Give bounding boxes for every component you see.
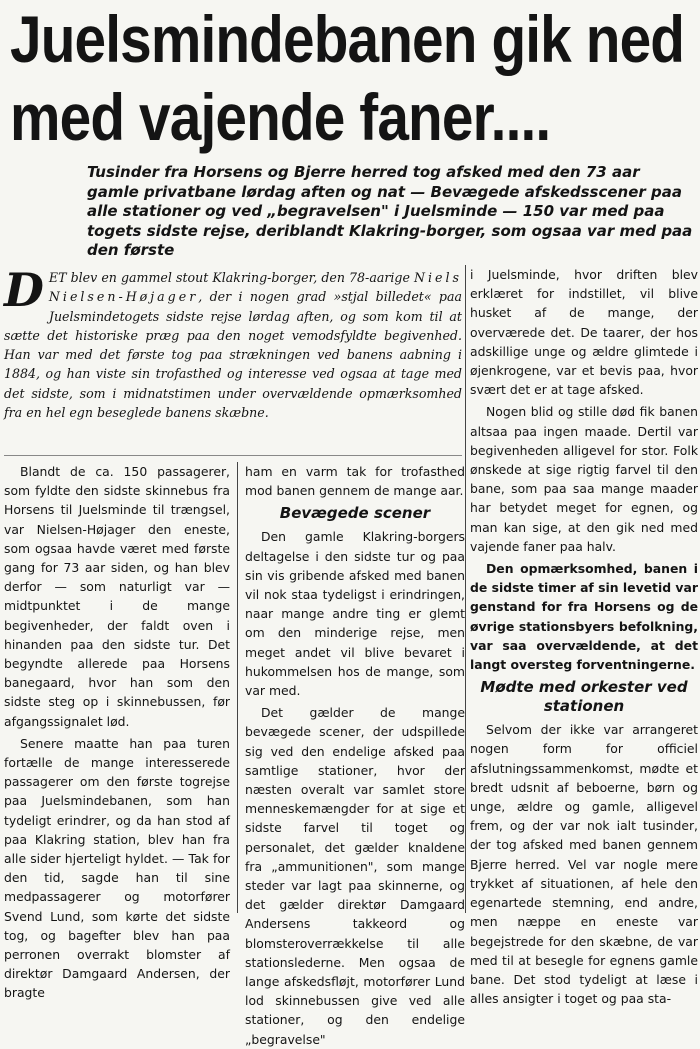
article-column-2 [245,462,465,1049]
intro-divider [4,455,462,456]
intro-text-1: ET blev en gammel stout Klakring-borger, den 78-aarige [48,270,414,285]
col1-paragraph-2: Senere maatte han paa turen fortælle de mange interesserede passagerer om den første togrejse paa Juelsmindebanen, som han tydeligt erindrer, og da han stod af paa Klakring station, blev han fra alle sider hjerteligt hyldet. — Tak for den tid, sagde han til sine medpassagerer og motorfører Svend Lund, som kørte det sidste tog, og bagefter blev han paa perronen overrakt blomster af direktør Damgaard Andersen, der bragte [4,735,230,1001]
article-column-3 [470,265,698,1008]
headline-line-1: Juelsmindebanen gik ned [10,2,685,76]
column-rule-1 [237,462,238,913]
col2-lead: ham en varm tak for trofasthed mod banen gennem de mange aar. [245,464,465,499]
col3-paragraph-1: i Juelsminde, hvor driften blev erklæret for indstillet, vil blive husket af de mange, der overværede det. De taarer, der hos adskillige unge og ældre glimtede i øjenkrogene, var et bevis paa, hvor svært det er at tage afsked. [470,267,698,398]
col3-paragraph-4: Selvom der ikke var arrangeret nogen form for officiel afslutningssammenkomst, mødte et bredt udsnit af beboerne, børn og unge, ældre og gamle, alligevel frem, og der var nok ialt tusinder, der tog afsked med banen gennem Bjerre herred. Vel var nogle mere trykket af situationen, af hele den egenartede stemning, end andre, men næppe en eneste var begejstrede for den skæbne, de var med til at besegle for egnens gamle bane. Det stod tydeligt at læse i alles ansigter i toget og paa sta- [470,722,698,1007]
article-column-1 [4,462,230,1003]
headline [10,0,685,156]
subheadline: Tusinder fra Horsens og Bjerre herred tog afsked med den 73 aar gamle privatbane lørdag aften og nat — Bevægede afskedsscener paa alle stationer og ved „begravelsen" i Juelsminde — 150 var med paa togets sidste rejse, deriblandt Klakring-borger, som ogsaa var med paa den første [87,163,693,259]
intro-paragraph [4,263,462,422]
col2-paragraph-2: Det gælder de mange bevægede scener, der udspillede sig ved den endelige afsked paa samtlige stationer, hvor der næsten overalt var samlet store menneskemængder for at sige et sidste farvel til toget og personalet, det gælder knaldene fra „ammunitionen", som mange steder var lagt paa skinnerne, og det gælder direktør Damgaard Andersens takkeord og blomsteroverrækkelse til alle stationslederne. Men ogsaa de lange afskedsfløjt, motorfører Lund lod skinnebussen give ved alle stationer, og den endelige „begravelse" [245,705,465,1047]
intro-text-2: , der i nogen grad »stjal billedet« paa Juelsmindetogets sidste rejse lørdag aften, og som kom til at sætte det historiske præg paa den noget vemodsfyldte begivenhed. Han var med det første tog paa strækningen ved banens aabning i 1884, og han viste sin trofasthed og interesse ved ogsaa at tage med det sidste, som i midnatstimen under overvældende opmærksomhed fra en hel egn beseglede banens skæbne. [4,289,462,421]
intro-name: Niels Nielsen-Højager [48,270,462,305]
column-rule-2 [465,265,466,913]
section-heading-moedte-med-orkester: Mødte med orkester ved stationen [480,678,688,716]
section-heading-bevaegede-scener: Bevægede scener [279,504,431,523]
col1-paragraph-1: Blandt de ca. 150 passagerer, som fyldte den sidste skinnebus fra Horsens til Juelsminde til trængsel, var Nielsen-Højager den eneste, som ogsaa havde været med første gang for 73 aar siden, og han blev derfor — som naturligt var — midtpunktet i de mange begivenheder, der faldt oven i hinanden paa den sidste tur. Det begyndte allerede paa Horsens banegaard, hvor han som den sidste steg op i skinnebussen, før afgangssignalet lød. [4,464,230,729]
col2-paragraph-1: Den gamle Klakring-borgers deltagelse i den sidste tur og paa sin vis gribende afsked med banen vil nok staa tydeligst i erindringen, naar mange andre ting er glemt om den minderige rejse, men meget andet vil blive bevaret i hukommelsen hos de mange, som var med. [245,529,465,699]
col3-paragraph-2: Nogen blid og stille død fik banen altsaa paa ingen maade. Dertil var begivenheden alligevel for stor. Folk ønskede at sige rigtig farvel til den bane, som paa saa mange maader har betydet meget for egnen, og man kan sige, at den gik ned med vajende faner paa halv. [470,404,698,554]
drop-cap: D [4,263,44,317]
col3-paragraph-3: Den opmærksomhed, banen i de sidste timer af sin levetid var genstand for fra Horsens og de øvrige stationsbyers befolkning, var saa overvældende, at det langt oversteg forventningerne. [470,561,698,673]
headline-line-2: med vajende faner.... [10,80,551,154]
